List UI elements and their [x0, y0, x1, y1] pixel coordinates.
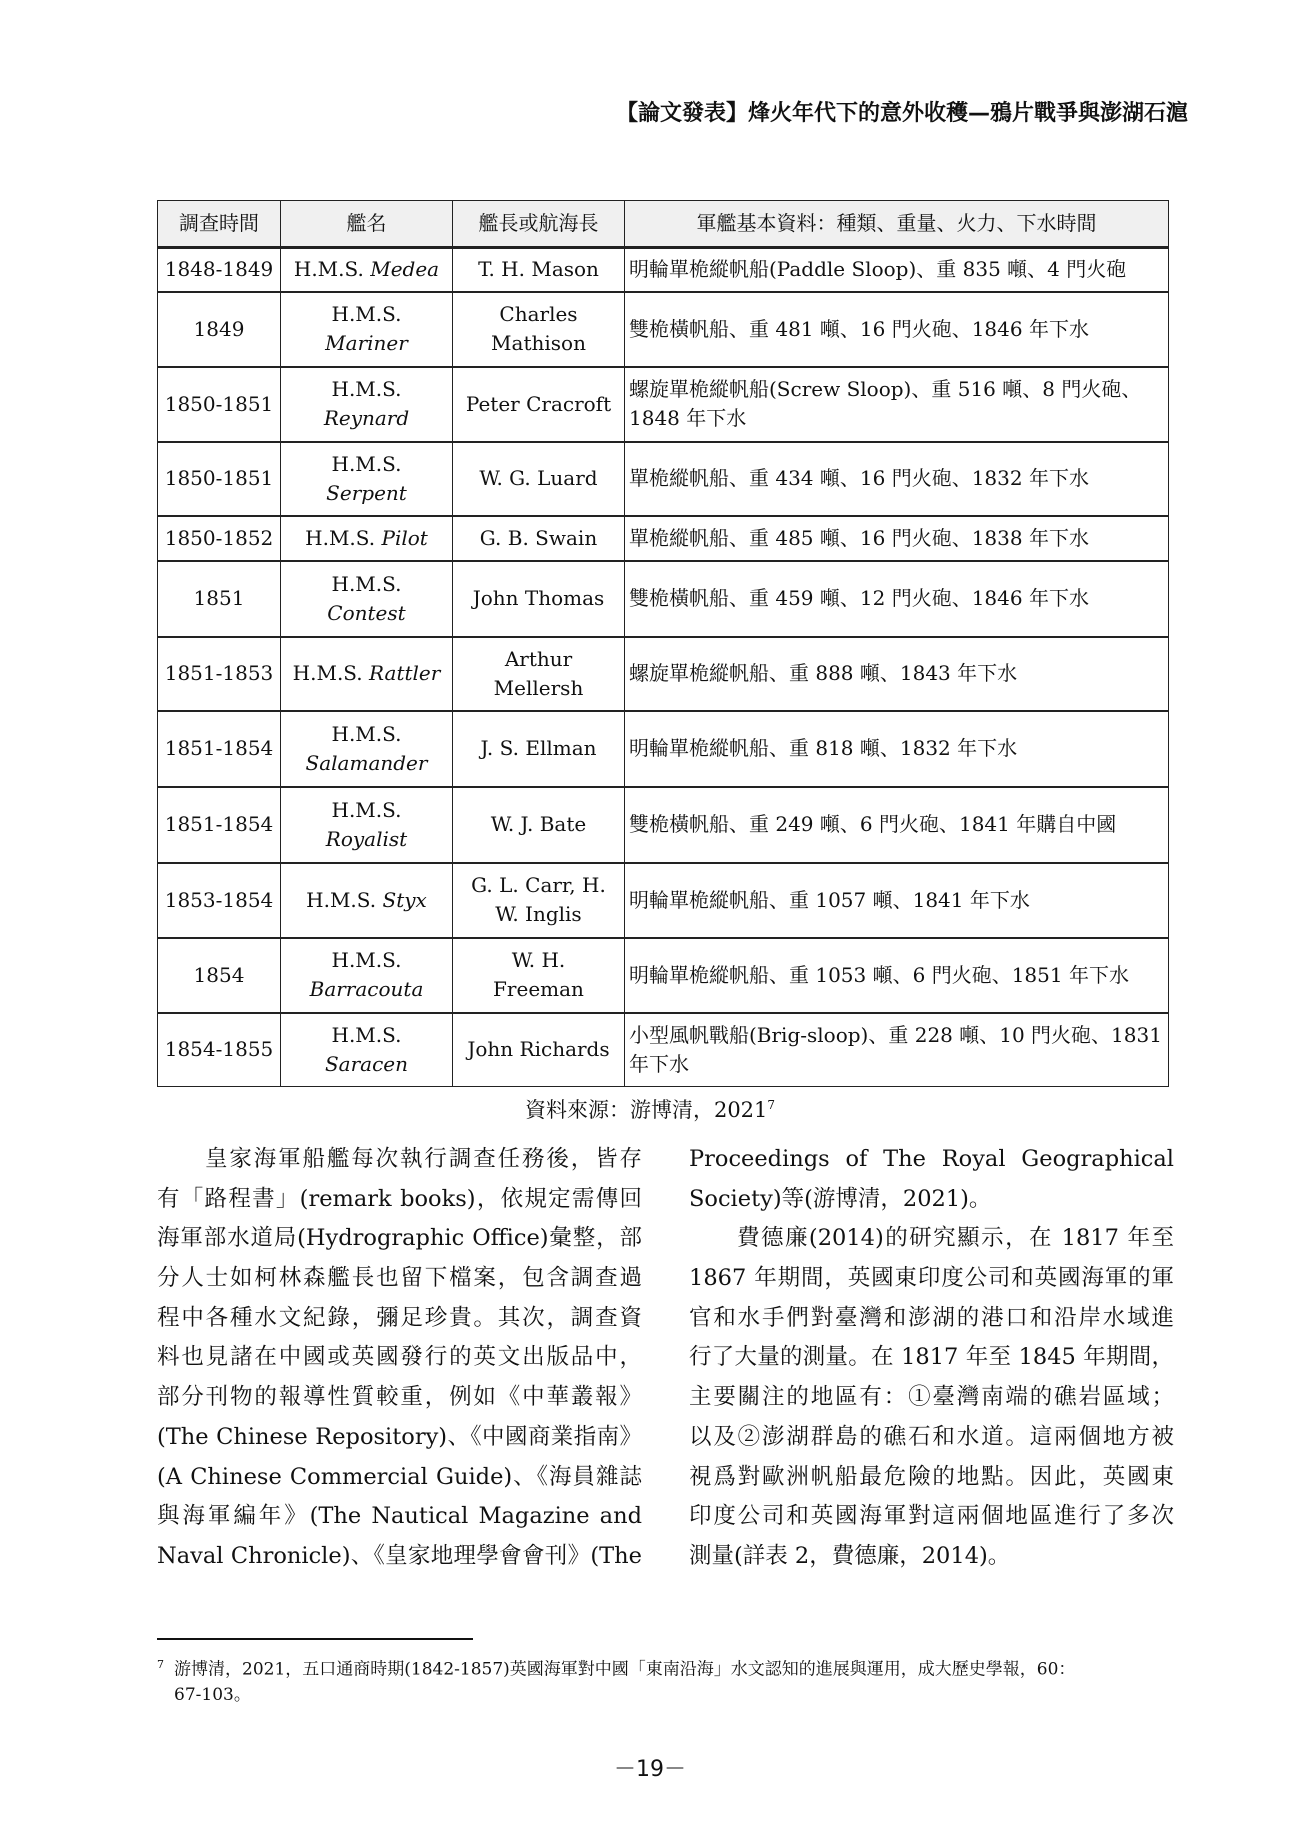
footnote: [157, 1652, 1177, 1708]
ship-name: Mariner: [325, 331, 408, 355]
footnote-line: 游博清，2021，五口通商時期(1842-1857)英國海軍對中國「東南沿海」水文認知的進展與運用，成大歷史學報，60：: [174, 1659, 1076, 1680]
cell-info: 小型風帆戰船(Brig-sloop)、重 228 噸、10 門火砲、1831 年下水: [625, 1013, 1169, 1087]
footnote-number: 7: [157, 1658, 164, 1671]
body-text-line: Proceedings of The Royal Geographical: [689, 1146, 1174, 1172]
cell-period: 1851: [158, 561, 281, 637]
cell-ship: [281, 442, 453, 516]
body-text-line: 皇家海軍船艦每次執行調查任務後，皆存: [205, 1146, 642, 1172]
ship-name: Salamander: [305, 750, 428, 775]
body-text-line: 行了大量的測量。在 1817 年至 1845 年期間，: [689, 1344, 1174, 1371]
body-text-line: 與海軍編年》(The Nautical Magazine and: [157, 1503, 642, 1530]
body-text-line: (The Chinese Repository)、《中國商業指南》: [157, 1423, 642, 1450]
survey-ships-table: [157, 200, 1169, 1087]
ship-prefix: H.M.S.: [331, 377, 402, 401]
cell-captain: W. J. Bate: [453, 787, 625, 863]
body-text-line: Society)等(游博清，2021)。: [689, 1185, 992, 1212]
cell-ship: [281, 637, 453, 711]
table-row: [158, 637, 1169, 711]
ship-prefix: H.M.S.: [305, 525, 376, 550]
cell-captain: G. L. Carr, H. W. Inglis: [453, 863, 625, 938]
cell-period: 1851-1854: [158, 787, 281, 863]
cell-captain: J. S. Ellman: [453, 711, 625, 787]
ship-name: Serpent: [326, 480, 407, 505]
cell-ship: [281, 248, 453, 292]
header-captain: 艦長或航海長: [453, 201, 625, 248]
cell-captain: John Richards: [453, 1013, 625, 1087]
ship-name: Royalist: [325, 826, 408, 851]
body-text-line: 部分刊物的報導性質較重，例如《中華叢報》: [157, 1384, 642, 1411]
table-row: [158, 516, 1169, 561]
cell-captain: Charles Mathison: [453, 292, 625, 367]
body-text-line: 有「路程書」(remark books)，依規定需傳回: [157, 1185, 642, 1212]
cell-period: 1854-1855: [158, 1013, 281, 1087]
cell-period: 1853-1854: [158, 863, 281, 938]
cell-captain: Arthur Mellersh: [453, 637, 625, 711]
body-column-left: [157, 1140, 642, 1577]
page-number: －19－: [614, 1757, 686, 1782]
source-text: 資料來源：游博清，2021: [524, 1098, 768, 1122]
cell-period: 1848-1849: [158, 248, 281, 292]
cell-ship: [281, 292, 453, 367]
table-row: [158, 938, 1169, 1013]
table-row: [158, 248, 1169, 292]
cell-info: 單桅縱帆船、重 485 噸、16 門火砲、1838 年下水: [625, 516, 1169, 561]
cell-ship: [281, 863, 453, 938]
cell-period: 1851-1854: [158, 711, 281, 787]
cell-info: 明輪單桅縱帆船、重 818 噸、1832 年下水: [625, 711, 1169, 787]
cell-info: 明輪單桅縱帆船、重 1053 噸、6 門火砲、1851 年下水: [625, 938, 1169, 1013]
cell-info: 明輪單桅縱帆船、重 1057 噸、1841 年下水: [625, 863, 1169, 938]
table-row: [158, 863, 1169, 938]
header-info: 軍艦基本資料：種類、重量、火力、下水時間: [625, 201, 1169, 248]
body-text-line: 料也見諸在中國或英國發行的英文出版品中，: [157, 1344, 642, 1371]
footnote-ref: 7: [767, 1098, 776, 1112]
body-text-line: 主要關注的地區有：①臺灣南端的礁岩區域；: [689, 1384, 1174, 1411]
ship-name: Contest: [327, 600, 406, 625]
cell-period: 1850-1851: [158, 367, 281, 442]
cell-info: 螺旋單桅縱帆船、重 888 噸、1843 年下水: [625, 637, 1169, 711]
body-text-line: Naval Chronicle)、《皇家地理學會會刊》(The: [157, 1542, 642, 1569]
table-row: [158, 442, 1169, 516]
ship-prefix: H.M.S.: [306, 887, 377, 912]
ship-name: Medea: [370, 257, 440, 282]
table-row: [158, 367, 1169, 442]
cell-info: 明輪單桅縱帆船(Paddle Sloop)、重 835 噸、4 門火砲: [625, 248, 1169, 292]
table-row: [158, 561, 1169, 637]
header-ship: 艦名: [281, 201, 453, 248]
table-row: [158, 292, 1169, 367]
cell-period: 1849: [158, 292, 281, 367]
cell-captain: W. G. Luard: [453, 442, 625, 516]
ship-prefix: H.M.S.: [331, 302, 402, 326]
footnote-line: 67-103。: [174, 1684, 251, 1705]
cell-ship: [281, 1013, 453, 1087]
table-row: [158, 1013, 1169, 1087]
table-row: [158, 711, 1169, 787]
footnote-divider: [157, 1638, 473, 1640]
cell-ship: [281, 367, 453, 442]
table-source: [0, 1094, 1300, 1124]
body-text-line: 1867 年期間，英國東印度公司和英國海軍的軍: [689, 1265, 1174, 1292]
cell-info: 雙桅橫帆船、重 481 噸、16 門火砲、1846 年下水: [625, 292, 1169, 367]
ship-prefix: H.M.S.: [292, 661, 363, 685]
ship-prefix: H.M.S.: [331, 1022, 402, 1047]
cell-captain: John Thomas: [453, 561, 625, 637]
cell-ship: [281, 516, 453, 561]
running-head: 【論文發表】烽火年代下的意外收穫—鴉片戰爭與澎湖石滬: [615, 101, 1188, 126]
cell-ship: [281, 938, 453, 1013]
cell-period: 1850-1852: [158, 516, 281, 561]
body-text-line: 測量(詳表 2，費德廉，2014)。: [689, 1542, 1011, 1569]
cell-captain: T. H. Mason: [453, 248, 625, 292]
cell-ship: [281, 561, 453, 637]
ship-name: Styx: [382, 887, 427, 912]
ship-prefix: H.M.S.: [331, 571, 402, 596]
cell-info: 螺旋單桅縱帆船(Screw Sloop)、重 516 噸、8 門火砲、1848 年下水: [625, 367, 1169, 442]
body-text-line: 程中各種水文紀錄，彌足珍貴。其次，調查資: [157, 1304, 642, 1331]
header-period: 調查時間: [158, 201, 281, 248]
cell-captain: G. B. Swain: [453, 516, 625, 561]
ship-prefix: H.M.S.: [331, 797, 402, 822]
body-text-line: 印度公司和英國海軍對這兩個地區進行了多次: [689, 1503, 1174, 1530]
cell-captain: W. H. Freeman: [453, 938, 625, 1013]
ship-name: Barracouta: [309, 977, 424, 1001]
cell-ship: [281, 787, 453, 863]
cell-info: 雙桅橫帆船、重 459 噸、12 門火砲、1846 年下水: [625, 561, 1169, 637]
ship-prefix: H.M.S.: [331, 948, 402, 972]
cell-period: 1851-1853: [158, 637, 281, 711]
ship-prefix: H.M.S.: [331, 721, 402, 746]
body-text-line: 視爲對歐洲帆船最危險的地點。因此，英國東: [689, 1463, 1174, 1490]
ship-name: Reynard: [323, 406, 410, 430]
body-column-right: [689, 1140, 1174, 1577]
ship-name: Saracen: [324, 1051, 409, 1076]
table-row: [158, 787, 1169, 863]
cell-info: 單桅縱帆船、重 434 噸、16 門火砲、1832 年下水: [625, 442, 1169, 516]
ship-name: Rattler: [369, 661, 441, 685]
ship-name: Pilot: [381, 525, 428, 550]
ship-prefix: H.M.S.: [331, 451, 402, 476]
cell-period: 1850-1851: [158, 442, 281, 516]
cell-info: 雙桅橫帆船、重 249 噸、6 門火砲、1841 年購自中國: [625, 787, 1169, 863]
body-text-line: 海軍部水道局(Hydrographic Office)彙整，部: [157, 1225, 642, 1252]
body-text-line: (A Chinese Commercial Guide)、《海員雜誌: [157, 1463, 642, 1490]
cell-captain: Peter Cracroft: [453, 367, 625, 442]
body-text-line: 官和水手們對臺灣和澎湖的港口和沿岸水域進: [689, 1304, 1174, 1331]
cell-period: 1854: [158, 938, 281, 1013]
table-header-row: [158, 201, 1169, 248]
body-text-line: 分人士如柯林森艦長也留下檔案，包含調查過: [157, 1265, 642, 1292]
body-text-line: 以及②澎湖群島的礁石和水道。這兩個地方被: [689, 1423, 1174, 1450]
body-text-line: 費德廉(2014)的研究顯示，在 1817 年至: [737, 1225, 1174, 1252]
cell-ship: [281, 711, 453, 787]
ship-prefix: H.M.S.: [293, 257, 364, 282]
